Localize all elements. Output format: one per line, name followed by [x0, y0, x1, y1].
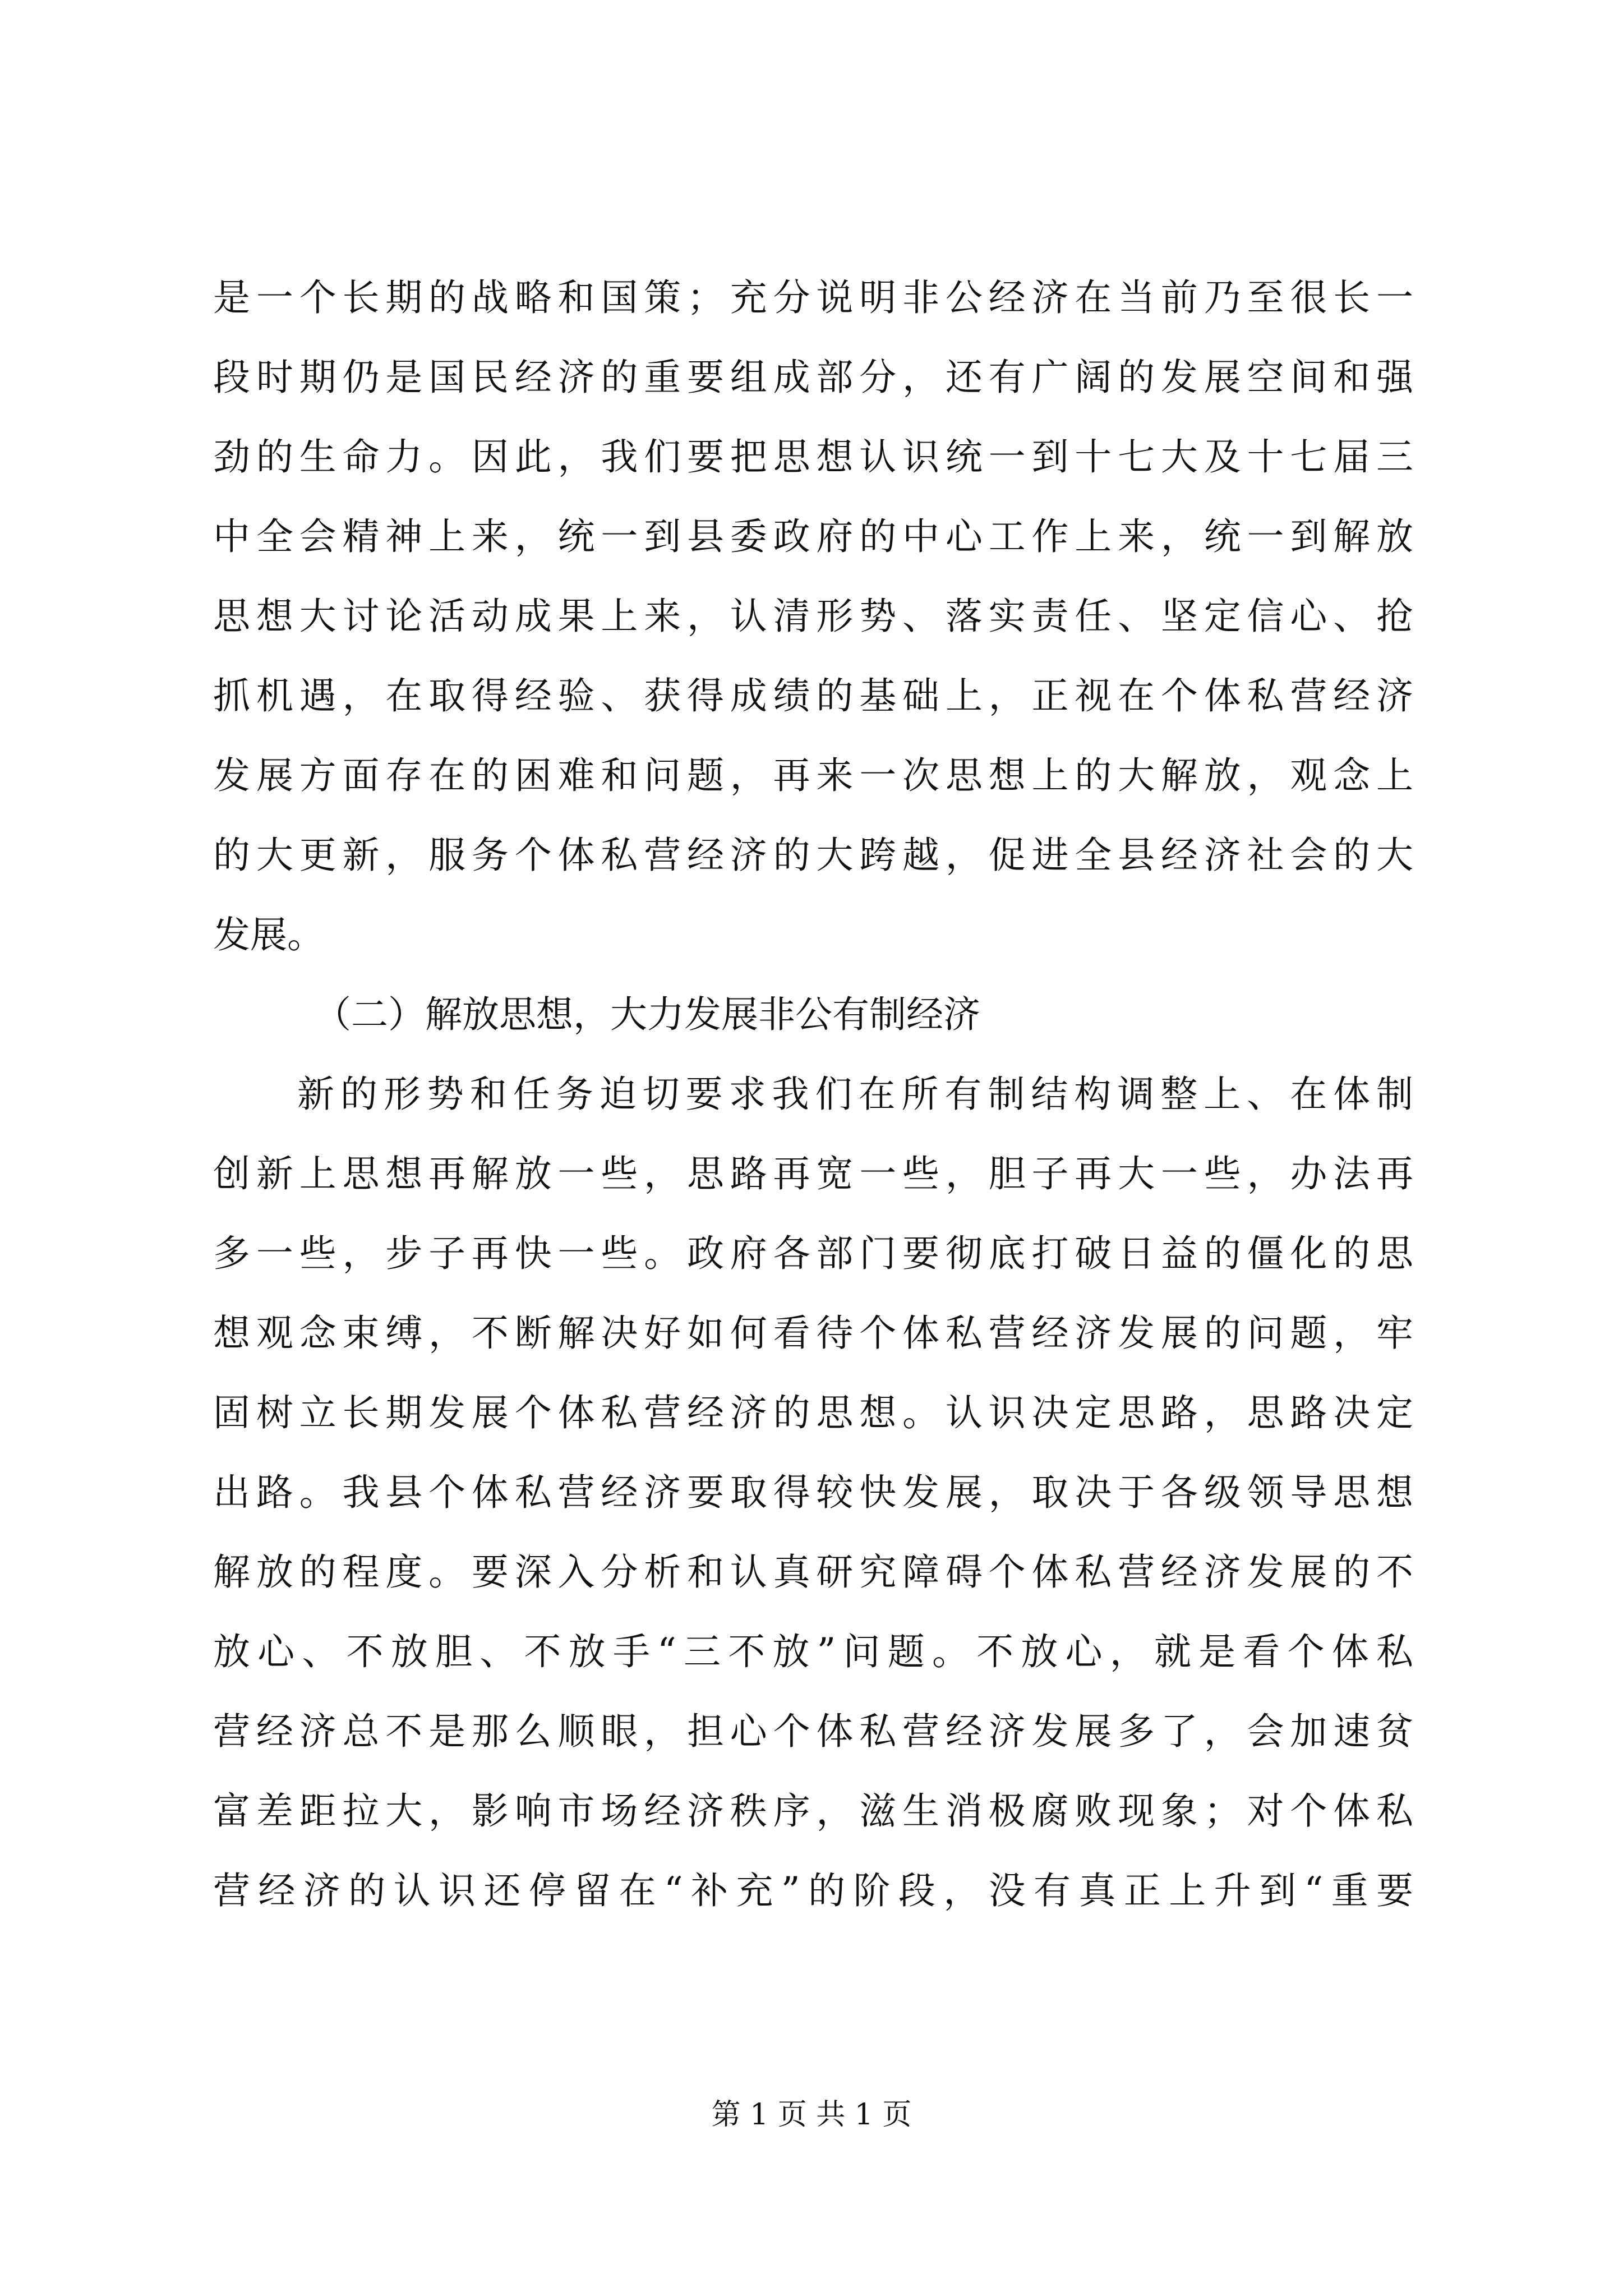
text-line: 多一些，步子再快一些。政府各部门要彻底打破日益的僵化的思: [213, 1232, 1413, 1275]
text-line: 段时期仍是国民经济的重要组成部分，还有广阔的发展空间和强: [213, 356, 1413, 399]
page-footer: [0, 2092, 1623, 2137]
text-line: 营经济的认识还停留在“补充”的阶段，没有真正上升到“重要: [213, 1869, 1413, 1912]
text-line: 放心、不放胆、不放手“三不放”问题。不放心，就是看个体私: [213, 1630, 1413, 1673]
text-line: 发展。: [213, 913, 324, 956]
text-line: 固树立长期发展个体私营经济的思想。认识决定思路，思路决定: [213, 1391, 1413, 1434]
text-line: 新的形势和任务迫切要求我们在所有制结构调整上、在体制: [297, 1073, 1413, 1116]
text-line: 劲的生命力。因此，我们要把思想认识统一到十七大及十七届三: [213, 435, 1413, 478]
text-line: 的大更新，服务个体私营经济的大跨越，促进全县经济社会的大: [213, 834, 1413, 877]
text-line: 创新上思想再解放一些，思路再宽一些，胆子再大一些，办法再: [213, 1152, 1413, 1195]
text-lines: [213, 258, 1413, 1931]
text-line: 营经济总不是那么顺眼，担心个体私营经济发展多了，会加速贫: [213, 1710, 1413, 1753]
text-line: 发展方面存在的困难和问题，再来一次思想上的大解放，观念上: [213, 754, 1413, 797]
text-line: 出路。我县个体私营经济要取得较快发展，取决于各级领导思想: [213, 1471, 1413, 1514]
text-line: 解放的程度。要深入分析和认真研究障碍个体私营经济发展的不: [213, 1550, 1413, 1594]
section-heading: （二）解放思想，大力发展非公有制经济: [314, 993, 980, 1036]
page-number-label: 第 1 页 共 1 页: [711, 2098, 912, 2132]
text-line: 思想大讨论活动成果上来，认清形势、落实责任、坚定信心、抢: [213, 595, 1413, 638]
document-body: [213, 258, 1413, 1931]
text-line: 抓机遇，在取得经验、获得成绩的基础上，正视在个体私营经济: [213, 674, 1413, 717]
text-line: 是一个长期的战略和国策；充分说明非公经济在当前乃至很长一: [213, 276, 1413, 319]
text-line: 想观念束缚，不断解决好如何看待个体私营经济发展的问题，牢: [213, 1312, 1413, 1355]
text-line: 中全会精神上来，统一到县委政府的中心工作上来，统一到解放: [213, 515, 1413, 558]
text-line: 富差距拉大，影响市场经济秩序，滋生消极腐败现象；对个体私: [213, 1789, 1413, 1833]
